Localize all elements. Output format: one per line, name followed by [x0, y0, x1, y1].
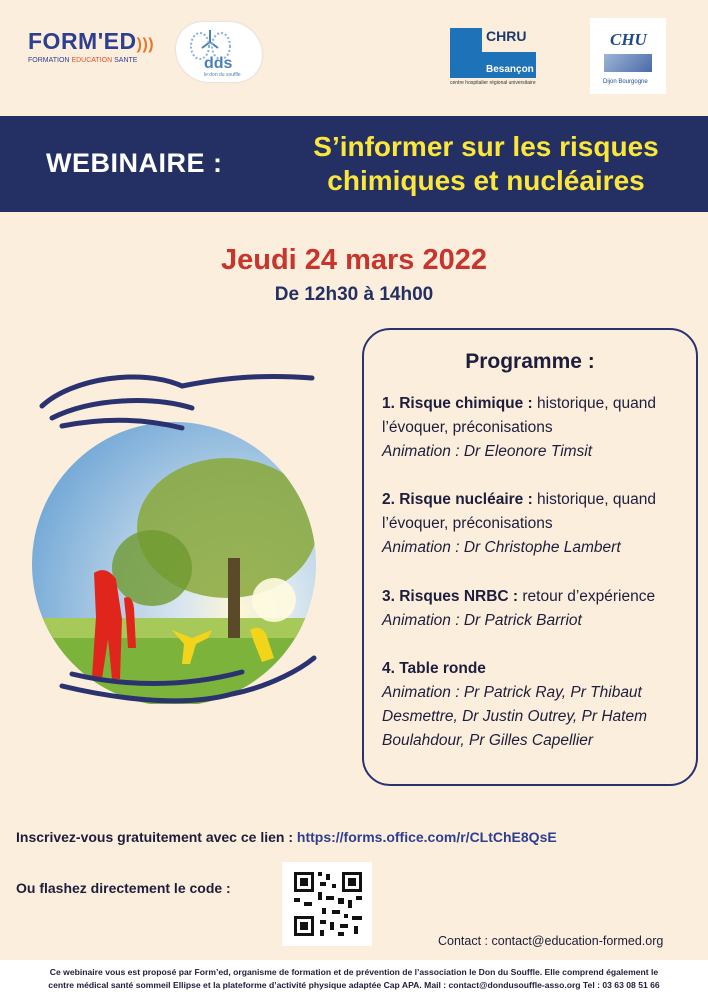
programme-item-animator: Animation : Pr Patrick Ray, Pr Thibaut Desmettre, Dr Justin Outrey, Pr Hatem Boulahdour, Pr Gilles Capellier: [382, 684, 647, 749]
formed-logo-subtitle-b: EDUCATION: [71, 57, 113, 64]
formed-logo-subtitle-c: SANTE: [114, 57, 138, 64]
chru-subtitle: centre hospitalier régional universitaire: [450, 80, 536, 86]
programme-item-text: retour d’expérience: [518, 588, 656, 605]
footer-note: [0, 960, 708, 1000]
dds-logo: [176, 22, 262, 82]
programme-item-text: historique, quand l’évoquer, préconisations: [382, 395, 656, 436]
programme-item-head: 4. Table ronde: [382, 660, 486, 677]
hands-nature-illustration: [32, 368, 320, 704]
event-date: Jeudi 24 mars 2022: [220, 244, 487, 276]
formed-logo-title: FORM'ED: [28, 28, 137, 54]
programme-item-text: historique, quand l’évoquer, préconisations: [382, 491, 656, 532]
chru-logo-block: [450, 28, 482, 78]
programme-item-head: 1. Risque chimique :: [382, 395, 533, 412]
registration-link[interactable]: https://forms.office.com/r/CLtChE8QsE: [296, 829, 557, 845]
chru-label: CHRU: [486, 28, 527, 44]
dds-name: dds: [204, 55, 233, 72]
programme-item-animator: Animation : Dr Eleonore Timsit: [382, 443, 593, 460]
programme-item-animator: Animation : Dr Christophe Lambert: [382, 539, 621, 556]
registration-line: [16, 829, 557, 845]
qr-instruction: Ou flashez directement le code :: [16, 880, 231, 896]
dds-subtitle: le don du souffle: [204, 72, 241, 78]
programme-item: [382, 488, 688, 560]
chu-city: Dijon Bourgogne: [603, 79, 648, 85]
programme-item-head: 3. Risques NRBC :: [382, 588, 519, 605]
programme-box: [362, 328, 698, 786]
chu-logo: [590, 18, 666, 94]
event-time: De 12h30 à 14h00: [274, 284, 434, 305]
programme-title: Programme :: [465, 350, 595, 373]
programme-item-animator: Animation : Dr Patrick Barriot: [382, 612, 582, 629]
formed-logo: [28, 28, 154, 64]
programme-item: [382, 657, 688, 753]
webinar-title: [276, 130, 696, 198]
footer-line2: centre médical santé sommeil Ellipse et la plateforme d’activité physique adaptée Cap APA. Mail : contact@dondusouffle-asso.org Tel : 03 63 08 51 66: [48, 980, 660, 990]
registration-label: Inscrivez-vous gratuitement avec ce lien :: [16, 829, 297, 845]
chu-label: CHU: [610, 30, 647, 49]
webinar-label: WEBINAIRE :: [46, 148, 223, 178]
chru-logo: [448, 28, 540, 86]
footer-line1: Ce webinaire vous est proposé par Form’ed, organisme de formation et de prévention de l’association le Don du Souffle. Elle comprend également le: [49, 967, 659, 977]
programme-item: [382, 585, 688, 633]
chru-city: Besançon: [486, 64, 534, 75]
title-banner: [0, 116, 708, 212]
contact-email: Contact : contact@education-formed.org: [438, 934, 664, 948]
qr-code[interactable]: [282, 862, 372, 946]
webinar-title-line1: S’informer sur les risques: [313, 131, 659, 162]
chu-logo-graphic: [604, 54, 652, 72]
programme-item: [382, 392, 688, 464]
webinar-title-line2: chimiques et nucléaires: [327, 165, 645, 196]
programme-item-head: 2. Risque nucléaire :: [382, 491, 533, 508]
formed-logo-subtitle-a: FORMATION: [28, 57, 70, 64]
signal-waves-icon: ))): [136, 36, 155, 53]
